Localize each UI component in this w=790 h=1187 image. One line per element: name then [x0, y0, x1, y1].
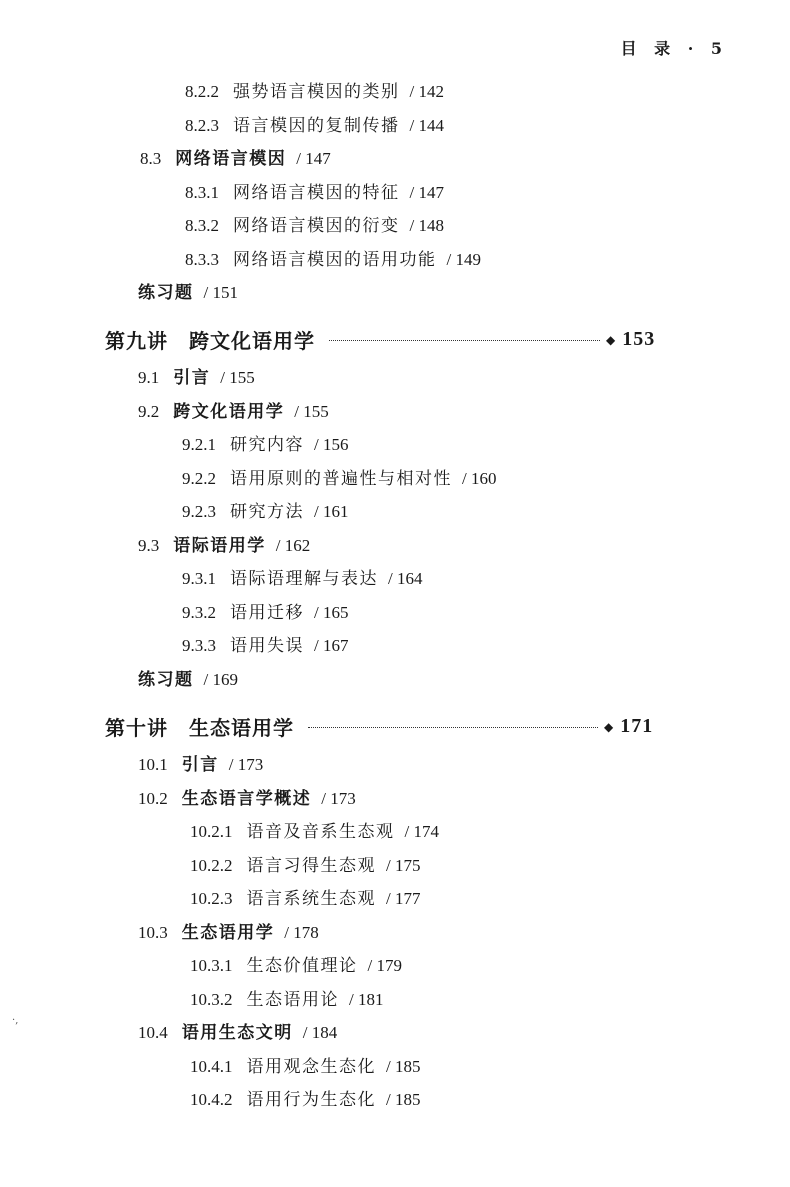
section-entry[interactable]	[138, 531, 310, 556]
entry-number: 10.4.2	[190, 1090, 233, 1109]
entry-number: 9.2.1	[182, 435, 216, 454]
entry-title: 引言	[181, 755, 219, 775]
subsection-entry[interactable]	[182, 430, 348, 455]
entry-title: 语用失误	[230, 636, 304, 656]
entry-title: 网络语言模因的语用功能	[233, 250, 437, 270]
entry-title: 强势语言模因的类别	[233, 82, 400, 102]
entry-number: 9.3	[138, 536, 160, 555]
entry-page-number: / 147	[296, 149, 331, 168]
entry-number: 8.3	[140, 149, 162, 168]
entry-number: 9.3.2	[182, 603, 216, 622]
entry-number: 8.3.2	[185, 216, 219, 235]
entry-number: 8.3.1	[185, 183, 219, 202]
chapter-page-number: 171	[620, 715, 654, 737]
section-entry[interactable]	[138, 1018, 337, 1043]
entry-number: 10.4.1	[190, 1057, 233, 1076]
subsection-entry[interactable]	[190, 851, 420, 876]
subsection-entry[interactable]	[190, 1052, 420, 1077]
subsection-entry[interactable]	[182, 497, 348, 522]
entry-title: 练习题	[138, 283, 194, 303]
subsection-entry[interactable]	[185, 211, 444, 236]
entry-number: 9.2	[138, 402, 160, 421]
subsection-entry[interactable]	[182, 598, 348, 623]
subsection-entry[interactable]	[190, 951, 402, 976]
entry-page-number: / 167	[314, 636, 349, 655]
subsection-entry[interactable]	[185, 77, 444, 102]
entry-page-number: / 173	[228, 755, 264, 774]
entry-title: 语用迁移	[230, 603, 304, 623]
entry-number: 8.2.3	[185, 116, 219, 135]
entry-title: 跨文化语用学	[173, 402, 285, 422]
entry-title: 引言	[173, 368, 211, 388]
entry-number: 9.2.3	[182, 502, 216, 521]
entry-number: 10.3.1	[190, 956, 233, 975]
scan-speck: ·‚	[12, 1015, 19, 1026]
entry-number: 10.4	[138, 1023, 168, 1042]
dotted-leader	[329, 340, 600, 341]
dotted-leader	[308, 727, 598, 728]
subsection-entry[interactable]	[185, 111, 444, 136]
section-entry[interactable]	[138, 750, 263, 775]
entry-number: 10.2.3	[190, 889, 233, 908]
entry-title: 生态语用论	[246, 990, 339, 1010]
diamond-icon: ◆	[606, 332, 617, 347]
entry-title: 网络语言模因的特征	[233, 183, 400, 203]
entry-title: 语音及音系生态观	[246, 822, 395, 842]
entry-page-number: / 165	[314, 603, 349, 622]
entry-number: 9.3.3	[182, 636, 216, 655]
entry-number: 8.3.3	[185, 250, 219, 269]
entry-number: 10.2.2	[190, 856, 233, 875]
exercise-entry[interactable]	[138, 665, 238, 690]
entry-title: 语际语用学	[173, 536, 266, 556]
section-entry[interactable]	[138, 784, 356, 809]
entry-page-number: / 162	[275, 536, 311, 555]
chapter-title: 第九讲 跨文化语用学	[105, 329, 315, 353]
entry-page-number: / 185	[386, 1057, 421, 1076]
entry-page-number: / 160	[462, 469, 497, 488]
subsection-entry[interactable]	[182, 464, 496, 489]
entry-number: 10.3.2	[190, 990, 233, 1009]
entry-page-number: / 155	[220, 368, 255, 387]
entry-page-number: / 184	[302, 1023, 338, 1042]
entry-title: 练习题	[138, 670, 194, 690]
entry-title: 语用行为生态化	[246, 1090, 376, 1110]
diamond-icon: ◆	[604, 719, 615, 734]
chapter-title: 第十讲 生态语用学	[105, 716, 294, 740]
entry-number: 9.2.2	[182, 469, 216, 488]
entry-title: 生态语言学概述	[181, 789, 312, 809]
entry-page-number: / 177	[386, 889, 421, 908]
entry-number: 9.1	[138, 368, 160, 387]
entry-page-number: / 174	[404, 822, 439, 841]
entry-page-number: / 144	[409, 116, 444, 135]
exercise-entry[interactable]	[138, 278, 238, 303]
entry-page-number: / 156	[314, 435, 349, 454]
chapter-heading[interactable]	[105, 325, 655, 354]
entry-page-number: / 173	[321, 789, 356, 808]
entry-title: 语用观念生态化	[246, 1057, 376, 1077]
running-head: 目 录 · 5	[620, 39, 728, 58]
entry-number: 8.2.2	[185, 82, 219, 101]
entry-page-number: / 181	[349, 990, 384, 1009]
entry-page-number: / 149	[446, 250, 481, 269]
entry-page-number: / 185	[386, 1090, 421, 1109]
entry-title: 生态语用学	[181, 923, 275, 943]
entry-page-number: / 155	[294, 402, 329, 421]
entry-page-number: / 147	[409, 183, 444, 202]
entry-title: 语言模因的复制传播	[233, 116, 400, 136]
chapter-page-number: 153	[622, 328, 656, 350]
section-entry[interactable]	[138, 363, 255, 388]
subsection-entry[interactable]	[182, 564, 422, 589]
subsection-entry[interactable]	[190, 817, 439, 842]
entry-title: 网络语言模因	[175, 149, 287, 169]
entry-number: 10.2	[138, 789, 168, 808]
entry-page-number: / 148	[409, 216, 444, 235]
section-entry[interactable]	[138, 397, 329, 422]
entry-title: 研究内容	[230, 435, 304, 455]
entry-title: 研究方法	[230, 502, 304, 522]
entry-page-number: / 175	[386, 856, 421, 875]
subsection-entry[interactable]	[182, 631, 348, 656]
entry-number: 9.3.1	[182, 569, 216, 588]
entry-page-number: / 142	[409, 82, 444, 101]
entry-page-number: / 164	[388, 569, 423, 588]
subsection-entry[interactable]	[190, 985, 383, 1010]
entry-title: 语用生态文明	[181, 1023, 293, 1043]
subsection-entry[interactable]	[190, 1085, 420, 1110]
chapter-heading[interactable]	[105, 712, 653, 741]
section-entry[interactable]	[138, 918, 319, 943]
entry-number: 10.1	[138, 755, 168, 774]
subsection-entry[interactable]	[185, 245, 481, 270]
entry-title: 语际语理解与表达	[230, 569, 378, 589]
entry-title: 语言习得生态观	[246, 856, 376, 876]
entry-page-number: / 151	[203, 283, 238, 302]
subsection-entry[interactable]	[190, 884, 420, 909]
entry-title: 语用原则的普遍性与相对性	[230, 469, 452, 489]
section-entry[interactable]	[140, 144, 331, 169]
entry-title: 生态价值理论	[246, 956, 358, 976]
entry-number: 10.2.1	[190, 822, 233, 841]
entry-page-number: / 179	[367, 956, 402, 975]
entry-number: 10.3	[138, 923, 168, 942]
entry-page-number: / 169	[203, 670, 238, 689]
entry-title: 网络语言模因的衍变	[233, 216, 400, 236]
entry-title: 语言系统生态观	[246, 889, 376, 909]
entry-page-number: / 178	[284, 923, 319, 942]
subsection-entry[interactable]	[185, 178, 444, 203]
entry-page-number: / 161	[314, 502, 349, 521]
